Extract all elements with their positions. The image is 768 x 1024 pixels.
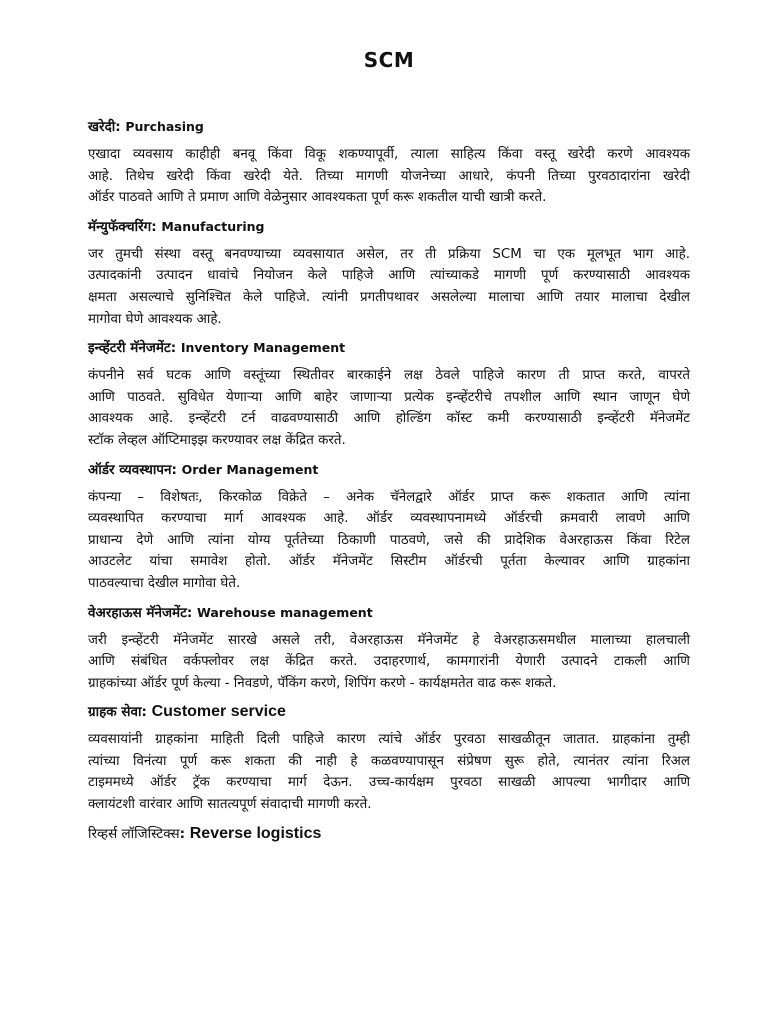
section-heading	[88, 339, 690, 357]
heading-separator: :	[179, 825, 190, 842]
section-4	[88, 461, 690, 595]
heading-english: Customer service	[151, 703, 286, 721]
section-heading	[88, 218, 690, 236]
heading-separator: :	[171, 461, 182, 478]
paragraph-line: व्यवसायांनी ग्राहकांना माहिती दिली पाहिजे कारण त्यांचे ऑर्डर पुरवठा साखळीतून जातात. ग्राहकांना तुम्ही	[88, 732, 690, 748]
heading-marathi: ग्राहक सेवा	[88, 704, 142, 721]
heading-separator: :	[186, 604, 197, 621]
paragraph-line: आणि संबंधित वर्कफ्लोवर लक्ष केंद्रित करते. उदाहरणार्थ, कामगारांनी येणारी उत्पादने टाकली आणि	[88, 654, 690, 670]
section-paragraph	[88, 729, 690, 815]
section-3	[88, 339, 690, 451]
sections-container	[88, 118, 690, 843]
heading-marathi: मॅन्युफॅक्चरिंग	[88, 218, 152, 235]
section-1	[88, 118, 690, 209]
paragraph-line: उत्पादकांनी उत्पादन धावांचे नियोजन केले पाहिजे आणि त्यांच्याकडे मागणी पूर्ण करण्यासाठी आवश्यक	[88, 268, 690, 284]
paragraph-line: आवश्यक आहे. इन्व्हेंटरी टर्न वाढवण्यासाठी आणि होल्डिंग कॉस्ट कमी करण्यासाठी इन्व्हेंटरी मॅनेजमेंट	[88, 411, 690, 427]
paragraph-line: पाठवल्याचा देखील मागोवा घेते.	[88, 575, 241, 591]
section-paragraph	[88, 365, 690, 451]
paragraph-line: व्यवस्थापित करण्याचा मार्ग आवश्यक आहे. ऑर्डर व्यवस्थापनामध्ये ऑर्डरची क्रमवारी लावणे आणि	[88, 511, 690, 527]
section-paragraph	[88, 630, 690, 695]
section-6	[88, 703, 690, 815]
section-5	[88, 604, 690, 695]
section-heading	[88, 118, 690, 136]
heading-separator: :	[151, 218, 162, 235]
paragraph-line: मागोवा घेणे आवश्यक आहे.	[88, 311, 222, 327]
heading-separator: :	[141, 704, 152, 721]
heading-marathi: ऑर्डर व्यवस्थापन	[88, 461, 172, 478]
paragraph-line: टाइममध्ये ऑर्डर ट्रॅक करण्याचा मार्ग देऊन. उच्च-कार्यक्षम पुरवठा साखळी आपल्या भागीदार आणि	[88, 775, 690, 791]
document-title: SCM	[363, 48, 415, 72]
paragraph-line: आउटलेट यांचा समावेश होतो. ऑर्डर मॅनेजमेंट सिस्टीम ऑर्डरची पूर्तता केल्यावर आणि ग्राहकांना	[88, 554, 690, 570]
paragraph-line: ऑर्डर पाठवते आणि ते प्रमाण आणि वेळेनुसार आवश्यकता पूर्ण करू शकतील याची खात्री करते.	[88, 190, 547, 206]
section-heading	[88, 703, 690, 721]
heading-english: Order Management	[181, 461, 319, 477]
section-7	[88, 825, 690, 843]
section-heading	[88, 825, 690, 843]
paragraph-line: आहे. तिथेच खरेदी किंवा खरेदी येते. तिच्या मागणी योजनेच्या आधारे, कंपनी तिच्या पुरवठादारांना खरेदी	[88, 168, 690, 184]
paragraph-line: क्षमता असल्याचे सुनिश्चित केले पाहिजे. त्यांनी प्रगतीपथावर असलेल्या मालाचा आणि तयार मालाचा देखील	[88, 289, 690, 305]
heading-english: Reverse logistics	[189, 824, 322, 842]
section-heading	[88, 461, 690, 479]
heading-marathi: वेअरहाऊस मॅनेजमेंट	[88, 604, 187, 621]
paragraph-line: जर तुमची संस्था वस्तू बनवण्याच्या व्यवसायात असेल, तर ती प्रक्रिया SCM चा एक मूलभूत भाग आहे.	[88, 246, 690, 262]
heading-english: Purchasing	[125, 119, 204, 134]
heading-marathi: रिव्हर्स लॉजिस्टिक्स	[88, 825, 180, 842]
section-paragraph	[88, 487, 690, 595]
heading-english: Warehouse management	[197, 604, 373, 620]
paragraph-line: क्लायंटशी वारंवार आणि सातत्यपूर्ण संवादाची मागणी करते.	[88, 797, 372, 813]
paragraph-line: एखादा व्यवसाय काहीही बनवू किंवा विकू शकण्यापूर्वी, त्याला साहित्य किंवा वस्तू खरेदी करणे आवश्यक	[88, 147, 690, 162]
paragraph-line: आणि पाठवते. सुविधेत येणाऱ्या आणि बाहेर जाणाऱ्या प्रत्येक इन्व्हेंटरीचे तपशील आणि स्थान जाणून घेणे	[88, 389, 690, 405]
paragraph-line: त्यांच्या विनंत्या पूर्ण करू शकता की नाही हे कळवण्यापासून संप्रेषण सुरू होते, त्यानंतर त्यांना रिअल	[88, 753, 690, 769]
heading-marathi: खरेदी	[88, 119, 116, 135]
heading-english: Inventory Management	[180, 340, 346, 356]
heading-marathi: इन्व्हेंटरी मॅनेजमेंट	[88, 340, 171, 357]
heading-separator: :	[115, 119, 126, 135]
section-paragraph	[88, 244, 690, 330]
paragraph-line: जरी इन्व्हेंटरी मॅनेजमेंट सारखे असले तरी, वेअरहाऊस मॅनेजमेंट हे वेअरहाऊसमधील मालाच्या हालचाली	[88, 632, 690, 648]
section-paragraph	[88, 144, 690, 209]
heading-english: Manufacturing	[161, 218, 265, 234]
heading-separator: :	[170, 340, 181, 357]
paragraph-line: प्राधान्य देणे आणि त्यांना योग्य पूर्ततेच्या ठिकाणी पाठवणे, जसे की प्रादेशिक वेअरहाऊस किंवा रिटेल	[88, 532, 690, 548]
section-2	[88, 218, 690, 330]
paragraph-line: कंपन्या – विशेषतः, किरकोळ विक्रेते – अनेक चॅनेलद्वारे ऑर्डर प्राप्त करू शकतात आणि त्यांना	[88, 489, 690, 505]
paragraph-line: ग्राहकांच्या ऑर्डर पूर्ण केल्या - निवडणे, पॅकिंग करणे, शिपिंग करणे - कार्यक्षमतेत वाढ करू शकते.	[88, 675, 557, 691]
paragraph-line: कंपनीने सर्व घटक आणि वस्तूंच्या स्थितीवर बारकाईने लक्ष ठेवले पाहिजे कारण ती प्राप्त करते, वापरते	[88, 368, 690, 384]
paragraph-line: स्टॉक लेव्हल ऑप्टिमाइझ करण्यावर लक्ष केंद्रित करते.	[88, 432, 346, 448]
section-heading	[88, 604, 690, 622]
